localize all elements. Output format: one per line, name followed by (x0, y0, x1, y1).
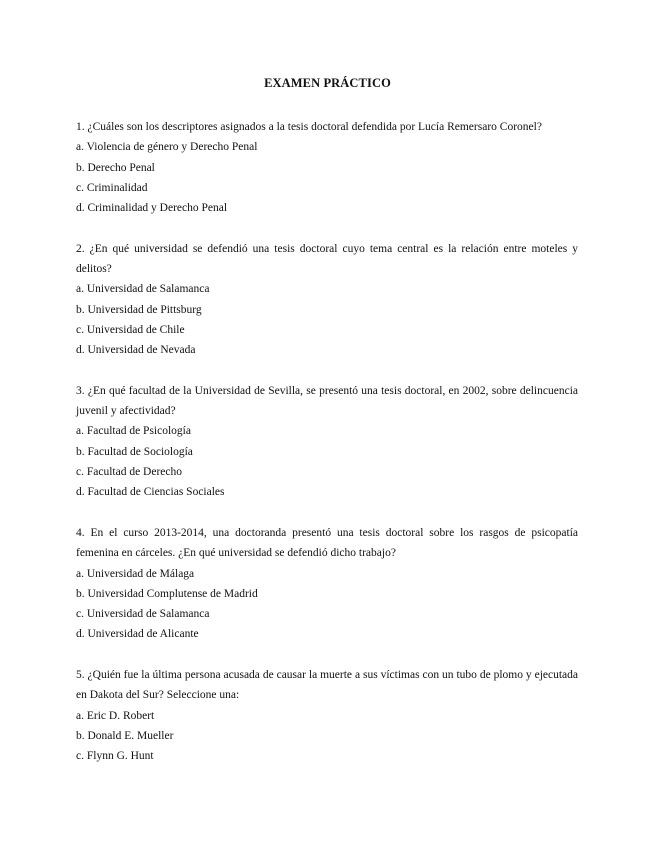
question-5-options (76, 706, 578, 767)
question-2-options (76, 279, 578, 360)
question-2 (76, 239, 578, 361)
question-3-option-d: d. Facultad de Ciencias Sociales (76, 486, 225, 499)
question-4-option-d: d. Universidad de Alicante (76, 628, 199, 641)
question-1-option-c: c. Criminalidad (76, 181, 148, 194)
question-2-option-d: d. Universidad de Nevada (76, 344, 196, 357)
question-4-option-a: a. Universidad de Málaga (76, 567, 195, 580)
question-3-option-a: a. Facultad de Psicología (76, 425, 191, 438)
question-5 (76, 665, 578, 766)
question-4-option-c: c. Universidad de Salamanca (76, 608, 210, 621)
question-3-text: 3. ¿En qué facultad de la Universidad de Sevilla, se presentó una tesis doctoral, en 2002, sobre delincuencia juvenil y afectividad? (76, 384, 578, 418)
question-2-option-a: a. Universidad de Salamanca (76, 283, 210, 296)
question-2-option-c: c. Universidad de Chile (76, 323, 185, 336)
question-4-options (76, 564, 578, 645)
question-3 (76, 381, 578, 503)
question-3-option-b: b. Facultad de Sociología (76, 445, 193, 458)
question-1-option-b: b. Derecho Penal (76, 161, 155, 174)
exam-title: EXAMEN PRÁCTICO (264, 76, 391, 90)
question-1 (76, 117, 578, 218)
question-3-options (76, 421, 578, 502)
question-3-option-c: c. Facultad de Derecho (76, 466, 183, 479)
question-2-option-b: b. Universidad de Pittsburg (76, 303, 202, 316)
question-5-option-a: a. Eric D. Robert (76, 709, 155, 722)
question-5-option-c: c. Flynn G. Hunt (76, 750, 154, 763)
question-1-option-d: d. Criminalidad y Derecho Penal (76, 202, 228, 215)
question-1-options (76, 137, 578, 218)
question-1-text: 1. ¿Cuáles son los descriptores asignados a la tesis doctoral defendida por Lucía Remersaro Coronel? (76, 121, 542, 133)
question-4-text: 4. En el curso 2013-2014, una doctoranda presentó una tesis doctoral sobre los rasgos de psicopatía femenina en cárceles. ¿En qué universidad se defendió dicho trabajo? (76, 526, 578, 560)
question-2-text: 2. ¿En qué universidad se defendió una tesis doctoral cuyo tema central es la relación entre moteles y delitos? (76, 242, 578, 276)
question-4-option-b: b. Universidad Complutense de Madrid (76, 587, 258, 600)
question-4 (76, 523, 578, 645)
question-1-option-a: a. Violencia de género y Derecho Penal (76, 141, 258, 154)
question-5-option-b: b. Donald E. Mueller (76, 729, 174, 742)
questions-list (76, 117, 578, 787)
question-5-text: 5. ¿Quién fue la última persona acusada de causar la muerte a sus víctimas con un tubo de plomo y ejecutada en Dakota del Sur? Seleccione una: (76, 669, 578, 702)
